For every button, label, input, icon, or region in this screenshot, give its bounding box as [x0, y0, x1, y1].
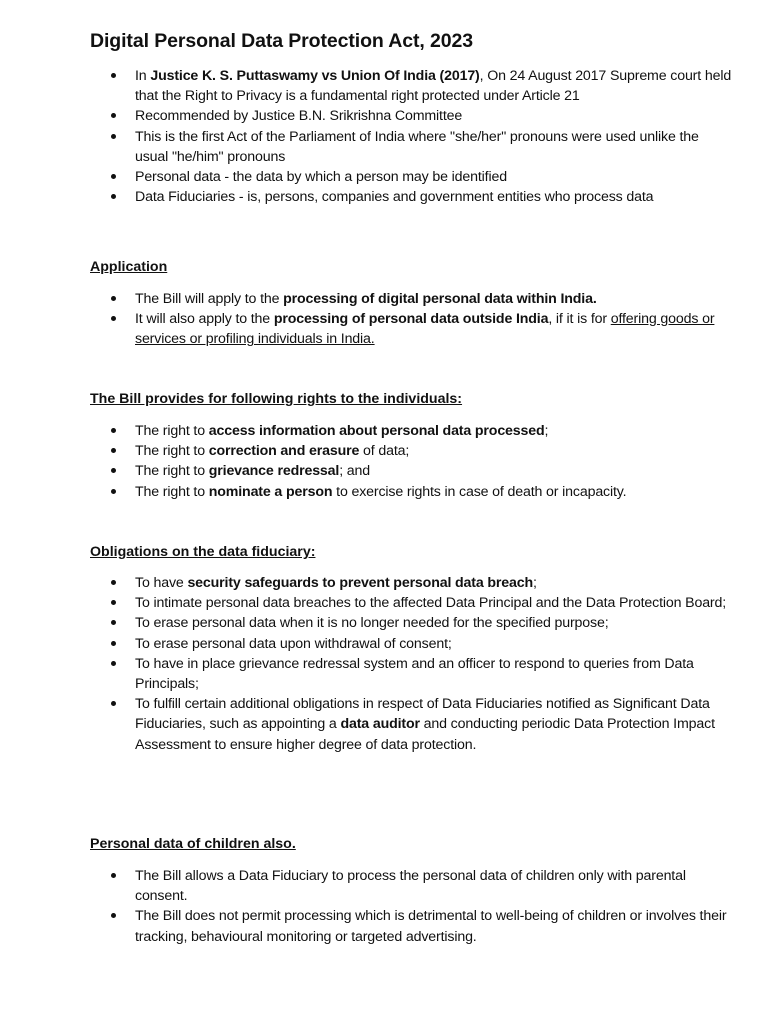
application-list [90, 289, 735, 350]
list-item: The right to correction and erasure of data; [135, 441, 735, 461]
list-item: To erase personal data upon withdrawal of consent; [135, 634, 735, 654]
rights-list [90, 421, 735, 502]
list-item: The right to access information about personal data processed; [135, 421, 735, 441]
children-list [90, 866, 735, 947]
obligations-list [90, 573, 735, 755]
list-item: It will also apply to the processing of personal data outside India, if it is for offering goods or services or profiling individuals in India. [135, 309, 735, 349]
list-item: The right to nominate a person to exercise rights in case of death or incapacity. [135, 482, 735, 502]
section-heading-rights: The Bill provides for following rights to the individuals: [90, 391, 463, 407]
list-item: Personal data - the data by which a person may be identified [135, 167, 735, 187]
list-item: To erase personal data when it is no longer needed for the specified purpose; [135, 613, 735, 633]
section-heading-obligations: Obligations on the data fiduciary: [90, 544, 316, 560]
list-item: The right to grievance redressal; and [135, 461, 735, 481]
list-item: Data Fiduciaries - is, persons, companies and government entities who process data [135, 187, 735, 207]
section-heading-children: Personal data of children also. [90, 836, 296, 852]
list-item: To have in place grievance redressal system and an officer to respond to queries from Data Principals; [135, 654, 735, 694]
list-item: Recommended by Justice B.N. Srikrishna Committee [135, 106, 735, 126]
list-item: In Justice K. S. Puttaswamy vs Union Of India (2017), On 24 August 2017 Supreme court held that the Right to Privacy is a fundamental right protected under Article 21 [135, 66, 735, 106]
list-item: The Bill allows a Data Fiduciary to process the personal data of children only with parental consent. [135, 866, 735, 906]
list-item: To have security safeguards to prevent personal data breach; [135, 573, 735, 593]
list-item: To intimate personal data breaches to the affected Data Principal and the Data Protection Board; [135, 593, 735, 613]
section-heading-application: Application [90, 259, 168, 275]
intro-list [90, 66, 735, 207]
page-title: Digital Personal Data Protection Act, 2023 [90, 30, 474, 52]
list-item: To fulfill certain additional obligations in respect of Data Fiduciaries notified as Significant Data Fiduciaries, such as appointing a data auditor and conducting periodic Data Protection Impact Assessment to ensure higher degree of data protection. [135, 694, 735, 755]
list-item: This is the first Act of the Parliament of India where "she/her" pronouns were used unlike the usual "he/him" pronouns [135, 127, 735, 167]
list-item: The Bill does not permit processing which is detrimental to well-being of children or involves their tracking, behavioural monitoring or targeted advertising. [135, 906, 735, 946]
list-item: The Bill will apply to the processing of digital personal data within India. [135, 289, 735, 309]
